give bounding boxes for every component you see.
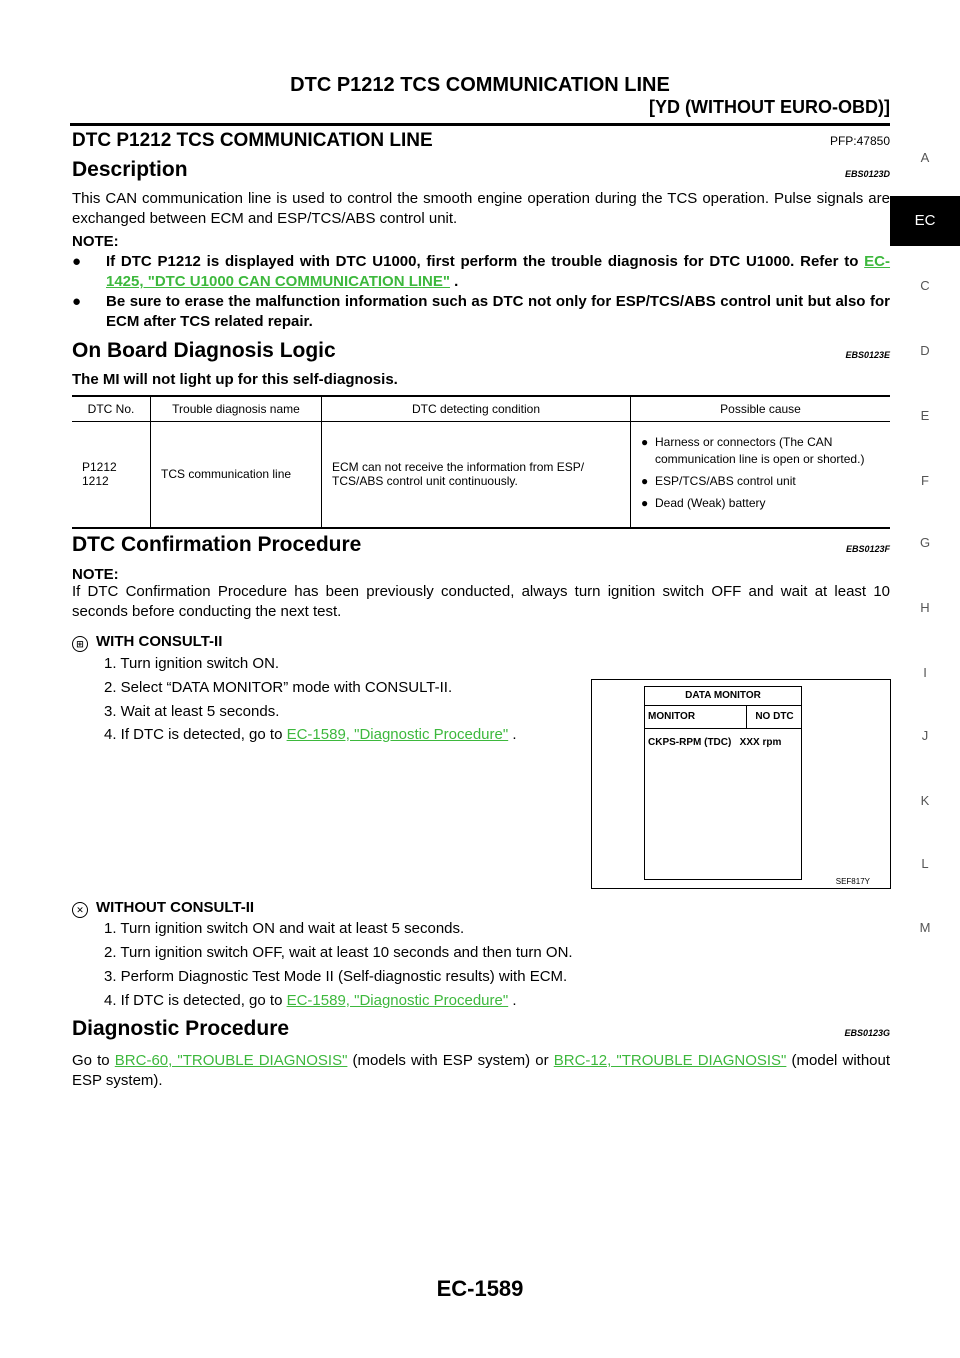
link-ec-1589-2[interactable]: EC-1589, "Diagnostic Procedure" — [286, 992, 509, 1009]
confirm-note-label: NOTE: — [72, 566, 119, 583]
with-step-2: 2. Select “DATA MONITOR” mode with CONSULT-II. — [104, 679, 453, 696]
with-step-4 — [104, 726, 517, 743]
side-tab-k[interactable]: K — [920, 793, 930, 808]
dtc-number: P1212 — [82, 460, 117, 475]
bullet-1-text: If DTC P1212 is displayed with DTC U1000, first perform the trouble diagnosis for DTC U1000. Refer to — [106, 253, 859, 270]
with-consult-text: WITH CONSULT-II — [96, 633, 223, 650]
cause-text: Harness or connectors (The CAN communication line is open or shorted.) — [655, 434, 865, 466]
bullet-2-text: Be sure to erase the malfunction information such as DTC not only for ESP/TCS/ABS control unit but also for ECM after TCS related repair. — [106, 293, 890, 330]
side-tab-a[interactable]: A — [920, 150, 930, 165]
description-bullet-1 — [72, 252, 890, 292]
cause-item: ● Dead (Weak) battery — [641, 495, 766, 510]
diag-text-1: Go to — [72, 1052, 110, 1069]
description-heading-text: Description — [72, 158, 188, 181]
side-tab-d[interactable]: D — [920, 343, 930, 358]
monitor-item: CKPS-RPM (TDC) — [648, 737, 732, 748]
cause-item: ● ESP/TCS/ABS control unit — [641, 473, 796, 488]
confirm-heading — [72, 533, 890, 557]
diag-heading — [72, 1017, 890, 1041]
side-tab-g[interactable]: G — [919, 535, 931, 550]
confirm-heading-text: DTC Confirmation Procedure — [72, 533, 362, 556]
side-tab-i[interactable]: I — [923, 665, 927, 680]
table-header: Possible cause — [631, 396, 891, 422]
without-consult-text: WITHOUT CONSULT-II — [96, 899, 255, 916]
without-step-4-period: . — [512, 992, 517, 1009]
description-text: This CAN communication line is used to control the smooth engine operation during the TCS operation. Pulse signals are exchanged between ECM and ESP/TCS/ABS control unit. — [72, 190, 890, 227]
monitor-title: DATA MONITOR — [645, 687, 801, 706]
obd-heading-text: On Board Diagnosis Logic — [72, 339, 336, 362]
consult-icon: ⊞ — [72, 636, 88, 652]
with-step-1: 1. Turn ignition switch ON. — [104, 655, 280, 672]
cause-text: ESP/TCS/ABS control unit — [655, 473, 796, 488]
data-monitor-illustration — [591, 679, 891, 889]
no-consult-icon: ✕ — [72, 902, 88, 918]
section-title — [72, 130, 890, 152]
side-tab-f[interactable]: F — [921, 473, 929, 488]
table-header: DTC detecting condition — [322, 396, 631, 422]
table-header: DTC No. — [72, 396, 151, 422]
diag-heading-text: Diagnostic Procedure — [72, 1017, 290, 1040]
side-tab-e[interactable]: E — [920, 408, 930, 423]
side-tab-ec[interactable]: EC — [890, 196, 960, 246]
header-rule — [70, 123, 890, 126]
link-ec-1589[interactable]: EC-1589, "Diagnostic Procedure" — [286, 726, 509, 743]
diag-code: EBS0123G — [844, 1028, 890, 1038]
without-consult-label — [72, 898, 890, 918]
description-heading — [72, 158, 890, 182]
page-number: EC-1589 — [436, 1276, 524, 1301]
obd-text: The MI will not light up for this self-diagnosis. — [72, 371, 398, 388]
diag-text-2: (models with ESP system) or — [352, 1052, 549, 1069]
with-step-3: 3. Wait at least 5 seconds. — [104, 703, 280, 720]
link-brc-60[interactable]: BRC-60, "TROUBLE DIAGNOSIS" — [114, 1052, 348, 1069]
table-header-row — [72, 396, 890, 422]
bullet-icon: ● — [72, 253, 82, 270]
dtc-code: 1212 — [82, 474, 109, 489]
pfp-code: PFP:47850 — [829, 134, 890, 148]
with-step-4-text: 4. If DTC is detected, go to — [104, 726, 283, 743]
without-step-4 — [104, 992, 517, 1009]
link-ec-1425[interactable]: EC-1425, "DTC U1000 CAN COMMUNICATION LINE" — [106, 253, 891, 290]
diag-text — [72, 1051, 890, 1091]
obd-heading — [72, 339, 890, 363]
table-cell-condition: ECM can not receive the information from ESP/ TCS/ABS control unit continuously. — [322, 422, 631, 528]
with-step-4-period: . — [512, 726, 517, 743]
side-tab-m[interactable]: M — [919, 920, 931, 935]
page-header-title: DTC P1212 TCS COMMUNICATION LINE — [290, 74, 670, 96]
side-tab-h[interactable]: H — [920, 600, 930, 615]
figure-id: SEF817Y — [835, 877, 870, 886]
without-step-4-text: 4. If DTC is detected, go to — [104, 992, 283, 1009]
side-tab-c[interactable]: C — [920, 278, 930, 293]
obd-code: EBS0123E — [845, 350, 890, 360]
bullet-1-end: . — [454, 273, 459, 290]
table-row — [72, 422, 890, 528]
diagnosis-table — [72, 395, 890, 529]
side-tab-l[interactable]: L — [921, 856, 929, 871]
confirm-code: EBS0123F — [845, 544, 890, 554]
link-brc-12[interactable]: BRC-12, "TROUBLE DIAGNOSIS" — [553, 1052, 787, 1069]
page-header-subtitle: [YD (WITHOUT EURO-OBD)] — [649, 97, 890, 117]
monitor-header-row — [645, 706, 801, 729]
monitor-value: XXX rpm — [739, 737, 782, 748]
confirm-note-text: If DTC Confirmation Procedure has been previously conducted, always turn ignition switch OFF and wait at least 10 seconds before conducting the next test. — [72, 583, 890, 620]
description-bullet-2 — [72, 292, 890, 332]
diag-text-3: (model without ESP system). — [72, 1052, 891, 1089]
data-monitor-screen — [644, 686, 802, 880]
section-title-text: DTC P1212 TCS COMMUNICATION LINE — [72, 130, 433, 151]
table-header: Trouble diagnosis name — [151, 396, 322, 422]
side-tab-j[interactable]: J — [921, 728, 929, 743]
cause-text: Dead (Weak) battery — [655, 495, 766, 510]
without-step-3: 3. Perform Diagnostic Test Mode II (Self-diagnostic results) with ECM. — [104, 968, 568, 985]
bullet-icon: ● — [72, 293, 82, 310]
table-cell-name: TCS communication line — [151, 422, 322, 528]
description-code: EBS0123D — [844, 169, 890, 179]
table-cell-causes — [631, 422, 891, 528]
monitor-status: NO DTC — [746, 706, 802, 728]
table-cell-dtc — [72, 422, 151, 528]
with-consult-label — [72, 632, 890, 652]
without-step-2: 2. Turn ignition switch OFF, wait at least 10 seconds and then turn ON. — [104, 944, 573, 961]
monitor-col-label: MONITOR — [648, 711, 696, 722]
without-step-1: 1. Turn ignition switch ON and wait at least 5 seconds. — [104, 920, 465, 937]
description-note-label: NOTE: — [72, 233, 119, 250]
monitor-value-row — [648, 737, 781, 748]
cause-item: ● Harness or connectors (The CAN communication line is open or shorted.) — [641, 434, 865, 466]
